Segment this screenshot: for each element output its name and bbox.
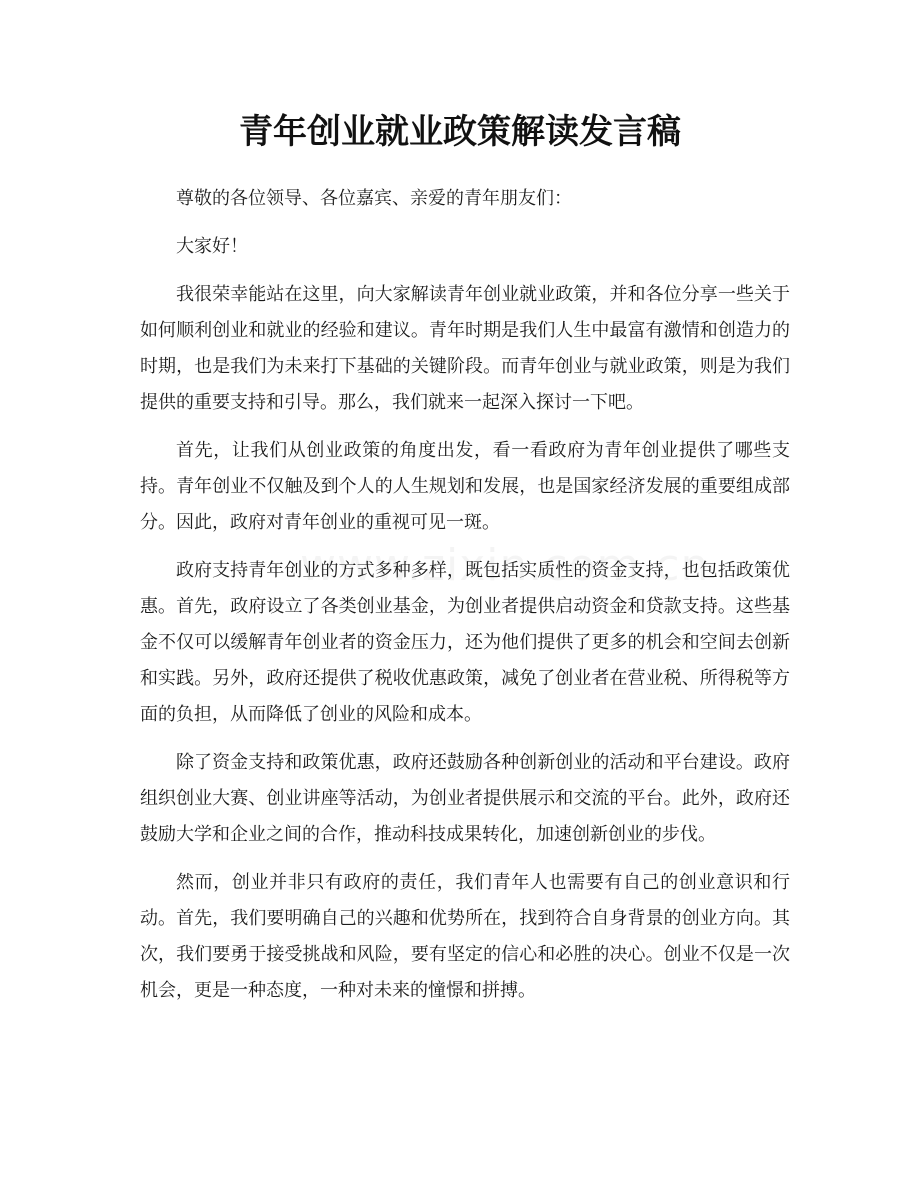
document-body [140,181,790,1021]
document-title: 青年创业就业政策解读发言稿 [239,112,681,152]
paragraph-youth-responsibility: 然而，创业并非只有政府的责任，我们青年人也需要有自己的创业意识和行动。首先，我们要明确自己的兴趣和优势所在，找到符合自身背景的创业方向。其次，我们要勇于接受挑战和风险，要有坚定的信心和必胜的决心。创业不仅是一次机会，更是一种态度，一种对未来的憧憬和拼搏。 [140,872,790,1001]
greeting: 大家好！ [176,236,248,257]
paragraph-intro: 我很荣幸能站在这里，向大家解读青年创业就业政策，并和各位分享一些关于如何顺利创业和就业的经验和建议。青年时期是我们人生中最富有激情和创造力的时期，也是我们为未来打下基础的关键阶段。而青年创业与就业政策，则是为我们提供的重要支持和引导。那么，我们就来一起深入探讨一下吧。 [140,284,790,413]
salutation: 尊敬的各位领导、各位嘉宾、亲爱的青年朋友们： [176,188,572,209]
paragraph-funding-support: 政府支持青年创业的方式多种多样，既包括实质性的资金支持，也包括政策优惠。首先，政府设立了各类创业基金，为创业者提供启动资金和贷款支持。这些基金不仅可以缓解青年创业者的资金压力，还为他们提供了更多的机会和空间去创新和实践。另外，政府还提供了税收优惠政策，减免了创业者在营业税、所得税等方面的负担，从而降低了创业的风险和成本。 [140,560,790,725]
paragraph-policy-angle: 首先，让我们从创业政策的角度出发，看一看政府为青年创业提供了哪些支持。青年创业不仅触及到个人的人生规划和发展，也是国家经济发展的重要组成部分。因此，政府对青年创业的重视可见一斑。 [140,440,790,533]
paragraph-activities-platforms: 除了资金支持和政策优惠，政府还鼓励各种创新创业的活动和平台建设。政府组织创业大赛、创业讲座等活动，为创业者提供展示和交流的平台。此外，政府还鼓励大学和企业之间的合作，推动科技成果转化，加速创新创业的步伐。 [140,752,790,845]
